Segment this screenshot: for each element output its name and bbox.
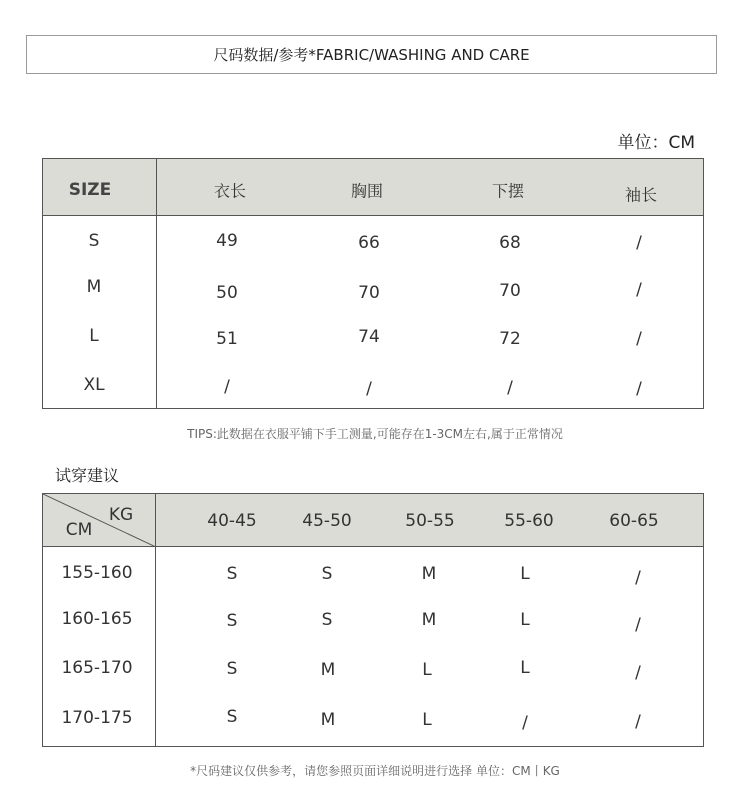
table-cell: S	[321, 564, 333, 584]
weight-column-header: 40-45	[207, 511, 257, 531]
height-cell: 165-170	[61, 658, 133, 678]
weight-column-header: 60-65	[609, 511, 659, 531]
table-cell: M	[320, 660, 336, 680]
table-cell: /	[636, 329, 642, 349]
table-cell: 49	[216, 231, 238, 251]
size-table	[42, 158, 704, 409]
table-cell: L	[422, 710, 432, 730]
table-cell: S	[226, 611, 238, 631]
size-cell: L	[89, 326, 99, 346]
table-cell: /	[522, 713, 528, 733]
table-cell: L	[520, 658, 530, 678]
corner-diagonal-line	[43, 494, 156, 547]
weight-column-header: 45-50	[302, 511, 352, 531]
table-cell: M	[421, 610, 437, 630]
tips-note: TIPS:此数据在衣服平铺下手工测量,可能存在1-3CM左右,属于正常情况	[187, 427, 563, 441]
table-cell: M	[320, 710, 336, 730]
table-cell: /	[635, 663, 641, 683]
chest-column-header: 胸围	[350, 181, 384, 201]
table-cell: /	[636, 280, 642, 300]
sleeve-column-header: 袖长	[624, 185, 658, 205]
table-cell: S	[226, 659, 238, 679]
size-column-header: SIZE	[68, 180, 112, 200]
table-cell: 70	[499, 281, 521, 301]
size-table-divider	[156, 159, 157, 408]
table-cell: 50	[216, 283, 238, 303]
header-title: 尺码数据/参考*FABRIC/WASHING AND CARE	[213, 46, 530, 64]
table-cell: /	[636, 233, 642, 253]
height-cell: 160-165	[61, 609, 133, 629]
table-cell: /	[635, 712, 641, 732]
height-cell: 155-160	[61, 563, 133, 583]
length-column-header: 衣长	[213, 181, 247, 201]
unit-label: 单位：CM	[617, 133, 695, 153]
table-cell: L	[520, 564, 530, 584]
table-cell: /	[636, 379, 642, 399]
table-cell: 72	[499, 329, 521, 349]
weight-column-header: 55-60	[504, 511, 554, 531]
table-cell: /	[224, 377, 230, 397]
corner-kg-label: KG	[108, 505, 134, 525]
size-cell: XL	[83, 375, 105, 395]
table-cell: S	[226, 707, 238, 727]
table-cell: /	[366, 379, 372, 399]
corner-cm-label: CM	[65, 520, 93, 540]
footnote: *尺码建议仅供参考，请您参照页面详细说明进行选择 单位：CM丨KG	[190, 764, 560, 778]
fit-table	[42, 493, 704, 747]
table-cell: /	[507, 378, 513, 398]
table-cell: 68	[499, 233, 521, 253]
table-cell: 70	[358, 283, 380, 303]
table-cell: 66	[358, 233, 380, 253]
table-cell: S	[226, 564, 238, 584]
table-cell: 51	[216, 329, 238, 349]
table-cell: M	[421, 564, 437, 584]
table-cell: 74	[358, 327, 380, 347]
table-cell: /	[635, 615, 641, 635]
weight-column-header: 50-55	[405, 511, 455, 531]
fit-section-title: 试穿建议	[55, 466, 120, 485]
height-cell: 170-175	[61, 708, 133, 728]
table-cell: L	[422, 660, 432, 680]
table-cell: L	[520, 610, 530, 630]
size-cell: M	[86, 277, 102, 297]
table-cell: /	[635, 568, 641, 588]
hem-column-header: 下摆	[491, 181, 525, 201]
header-box	[26, 35, 717, 74]
size-cell: S	[88, 231, 100, 251]
table-cell: S	[321, 610, 333, 630]
